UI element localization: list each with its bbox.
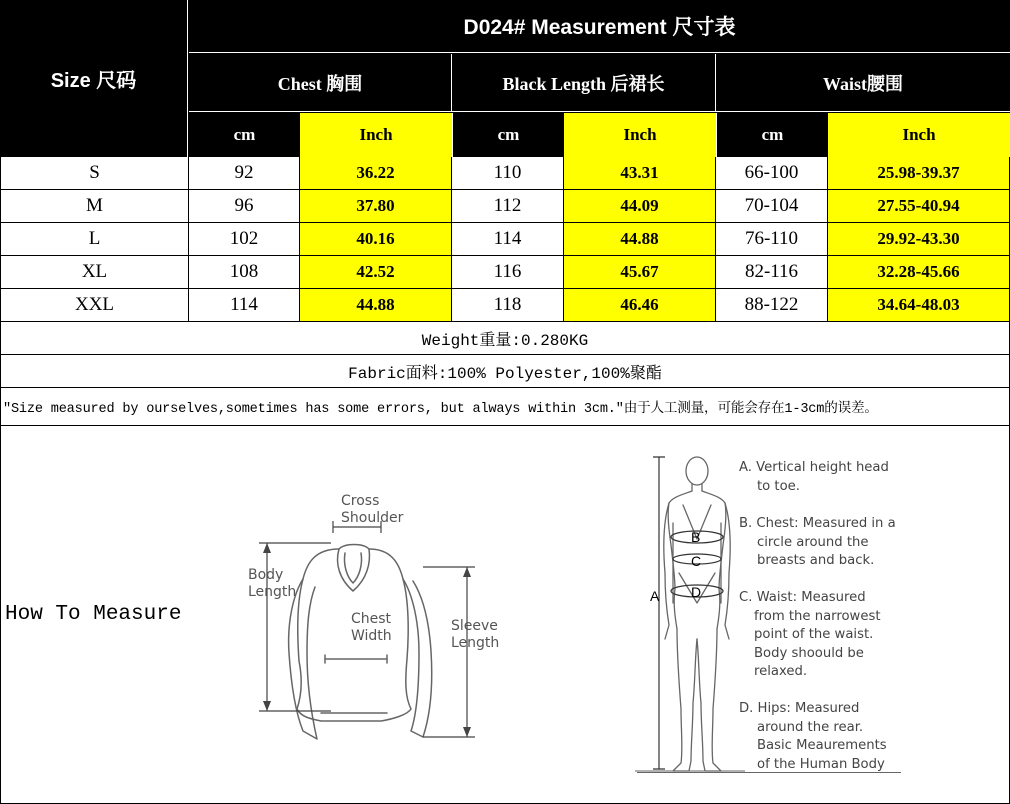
cell-waist-cm: 88-122 (716, 289, 828, 322)
cell-waist-cm: 76-110 (716, 223, 828, 256)
cell-size: L (0, 223, 189, 256)
note-row: "Size measured by ourselves,sometimes has some errors, but always within 3cm."由于人工测量，可能会存在1-3cm的误差。 (0, 388, 1010, 426)
cell-chest-cm: 92 (189, 157, 300, 190)
fabric-row: Fabric面料:100% Polyester,100%聚酯 (0, 355, 1010, 388)
cell-length-inch: 43.31 (564, 157, 716, 190)
cell-length-cm: 118 (452, 289, 564, 322)
unit-chest-cm: cm (189, 113, 300, 157)
unit-length-inch: Inch (564, 113, 716, 157)
cell-chest-inch: 36.22 (300, 157, 452, 190)
note-b: B. Chest: Measured in a circle around the breasts and back. (739, 516, 896, 568)
cell-waist-cm: 82-116 (716, 256, 828, 289)
cell-chest-inch: 42.52 (300, 256, 452, 289)
table-title: D024# Measurement 尺寸表 (189, 0, 1010, 53)
note-c: C. Waist: Measured from the narrowest point of the waist. Body shoould be relaxed. (739, 590, 881, 679)
cell-waist-cm: 66-100 (716, 157, 828, 190)
cell-chest-cm: 96 (189, 190, 300, 223)
cell-length-inch: 45.67 (564, 256, 716, 289)
cell-length-cm: 114 (452, 223, 564, 256)
unit-waist-inch: Inch (828, 113, 1010, 157)
unit-length-cm: cm (452, 113, 564, 157)
cell-chest-inch: 44.88 (300, 289, 452, 322)
unit-waist-cm: cm (716, 113, 828, 157)
cell-chest-cm: 114 (189, 289, 300, 322)
marker-c: C (691, 553, 702, 569)
cell-length-cm: 110 (452, 157, 564, 190)
cell-chest-inch: 40.16 (300, 223, 452, 256)
cell-length-inch: 46.46 (564, 289, 716, 322)
label-body-length: Body Length (248, 567, 297, 600)
cell-waist-inch: 25.98-39.37 (828, 157, 1010, 190)
how-to-measure-heading: How To Measure (5, 603, 182, 626)
cell-waist-inch: 34.64-48.03 (828, 289, 1010, 322)
note-a: A. Vertical height head to toe. (739, 460, 889, 494)
cell-waist-inch: 27.55-40.94 (828, 190, 1010, 223)
cell-length-inch: 44.09 (564, 190, 716, 223)
note-d: D. Hips: Measured around the rear. Basic Meaurements of the Human Body (739, 701, 887, 772)
cell-size: XXL (0, 289, 189, 322)
label-chest-width: Chest Width (351, 611, 392, 644)
cell-chest-cm: 102 (189, 223, 300, 256)
cell-size: M (0, 190, 189, 223)
label-cross-shoulder: Cross Shoulder (341, 493, 404, 526)
group-chest: Chest 胸围 (189, 54, 452, 112)
cell-chest-cm: 108 (189, 256, 300, 289)
marker-a: A (650, 588, 660, 604)
cell-chest-inch: 37.80 (300, 190, 452, 223)
group-back-length: Black Length 后裙长 (452, 54, 716, 112)
marker-d: D (691, 584, 702, 600)
marker-b: B (691, 529, 701, 545)
cell-length-cm: 112 (452, 190, 564, 223)
cell-size: XL (0, 256, 189, 289)
how-to-measure-section (0, 425, 1010, 804)
group-waist: Waist腰围 (716, 54, 1010, 112)
unit-chest-inch: Inch (300, 113, 452, 157)
cell-waist-inch: 29.92-43.30 (828, 223, 1010, 256)
size-header: Size 尺码 (0, 0, 188, 157)
cell-size: S (0, 157, 189, 190)
cell-length-cm: 116 (452, 256, 564, 289)
cell-waist-cm: 70-104 (716, 190, 828, 223)
label-sleeve-length: Sleeve Length (451, 618, 500, 651)
weight-row: Weight重量:0.280KG (0, 322, 1010, 355)
body-figure-illustration (635, 453, 745, 775)
cell-waist-inch: 32.28-45.66 (828, 256, 1010, 289)
cell-length-inch: 44.88 (564, 223, 716, 256)
